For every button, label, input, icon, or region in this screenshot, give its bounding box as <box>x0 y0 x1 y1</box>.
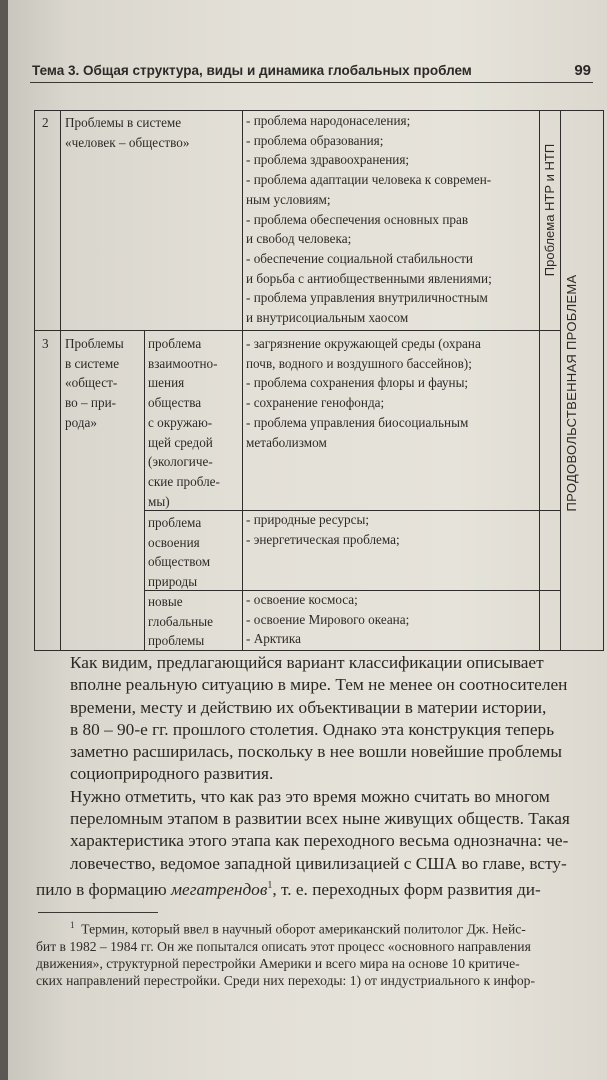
text-line: в 80 – 90-е гг. прошлого столетия. Однако эта конструкция теперь <box>70 719 555 739</box>
cell-line: «человек – общество» <box>65 134 190 150</box>
footnote-line: бит в 1982 – 1984 гг. Он же попытался описать этот процесс «основного направления <box>36 938 531 954</box>
cell-line: Проблемы в системе <box>65 115 182 130</box>
paragraph-2-last-line: пило в формацию мегатрендов$^1$, т. е. переходных форм развития ди- <box>36 879 541 899</box>
list-item: и борьба с антиобщественными явлениями; <box>246 270 492 286</box>
vertical-label-food-problem: ПРОДОВОЛЬСТВЕННАЯ ПРОБЛЕМА <box>564 274 579 512</box>
chapter-title: Тема 3. Общая структура, виды и динамика глобальных проблем <box>32 63 472 78</box>
cell-line: глобальные <box>148 613 213 629</box>
list-item: - проблема обеспечения основных прав <box>246 211 469 227</box>
cell-line: шения <box>148 375 185 391</box>
list-item: и свобод человека; <box>246 231 352 247</box>
list-item: - проблема сохранения флоры и фауны; <box>246 375 469 391</box>
list-item: почв, водного и воздушного бассейнов); <box>246 355 472 371</box>
footnote <box>36 917 601 989</box>
cell-line: в системе <box>65 355 120 371</box>
text-line: времени, месту и действию их объективации в материи истории, <box>70 697 547 717</box>
row-2-items <box>246 111 492 328</box>
book-page <box>8 0 607 1080</box>
list-item: метаболизмом <box>246 434 327 450</box>
footnote-marker: 1 <box>70 920 75 930</box>
list-item: - сохранение генофонда; <box>246 395 385 411</box>
list-item: - проблема адаптации человека к современ- <box>246 172 492 188</box>
sub-nature-development-items <box>246 510 400 549</box>
sub-new-problems-name <box>148 592 213 651</box>
paragraph-2 <box>36 786 601 901</box>
cell-line: освоения <box>148 534 200 550</box>
cell-line: природы <box>148 574 198 590</box>
list-item: - обеспечение социальной стабильности <box>246 250 473 266</box>
sub-ecology-items <box>246 334 481 452</box>
footnote-first-line: $^1$ Термин, который ввел в научный оборот американский политолог Дж. Нейс- <box>70 920 526 937</box>
text-line: вполне реальную ситуацию в мире. Тем не менее он соотносителен <box>70 675 568 695</box>
sub-new-problems-items <box>246 590 409 649</box>
cell-line: взаимоотно- <box>148 355 218 371</box>
footnote-line: ских направлений перестройки. Среди них переходы: 1) от индустриального к инфор- <box>36 972 535 988</box>
cell-line: (экологиче- <box>148 454 213 470</box>
classification-table <box>34 110 604 651</box>
cell-line: ские пробле- <box>148 473 220 489</box>
list-item: - проблема управления внутриличностным <box>246 290 488 306</box>
list-item: и внутрисоциальным хаосом <box>246 310 409 326</box>
page-number: 99 <box>574 62 591 79</box>
cell-line: во – при- <box>65 395 117 411</box>
text-line: заметно расширилась, поскольку в нее вошли новейшие проблемы <box>70 742 563 762</box>
text-line: социоприродного развития. <box>70 764 274 784</box>
list-item: - освоение космоса; <box>246 592 358 607</box>
list-item: - природные ресурсы; <box>246 512 370 527</box>
cell-line: обществом <box>148 554 211 570</box>
text-line: Нужно отметить, что как раз это время можно считать во многом <box>70 786 550 806</box>
cell-line: мы) <box>148 493 170 509</box>
cell-line: щей средой <box>148 434 213 450</box>
running-header <box>30 58 593 83</box>
list-item: - освоение Мирового океана; <box>246 611 410 627</box>
row-3-name <box>65 334 124 433</box>
cell-line: «общест- <box>65 375 118 391</box>
cell-line: проблема <box>148 336 202 351</box>
text-line: Как видим, предлагающийся вариант классификации описывает <box>70 653 544 672</box>
list-item: - проблема народонаселения; <box>246 113 411 128</box>
row-2-name <box>65 113 189 152</box>
text-line: ловечество, ведомое западной цивилизацией с США во главе, всту- <box>70 853 567 873</box>
list-item: - проблема образования; <box>246 132 384 148</box>
cell-line: проблема <box>148 515 202 530</box>
sub-nature-development-name <box>148 513 210 592</box>
cell-line: проблемы <box>148 633 205 649</box>
footnote-divider <box>38 912 158 913</box>
row-2-number: 2 <box>42 115 49 130</box>
sub-ecology-name <box>148 334 220 511</box>
cell-line: Проблемы <box>65 336 124 351</box>
main-text <box>36 652 601 901</box>
list-item: - проблема управления биосоциальным <box>246 414 469 430</box>
footnote-lines <box>36 938 601 989</box>
list-item: - загрязнение окружающей среды (охрана <box>246 336 481 351</box>
cell-line: рода» <box>65 414 97 430</box>
list-item: - Арктика <box>246 631 301 647</box>
row-3-number: 3 <box>42 336 49 351</box>
footnote-ref[interactable]: 1 <box>267 879 273 891</box>
text-line: характеристика этого этапа как переходного весьма однозначна: че- <box>70 831 569 851</box>
cell-line: с окружаю- <box>148 414 213 430</box>
list-item: - энергетическая проблема; <box>246 531 400 547</box>
cell-line: общества <box>148 395 202 411</box>
list-item: - проблема здравоохранения; <box>246 152 410 168</box>
term-megatrends: мегатрендов <box>171 879 268 899</box>
footnote-line: движения», структурной перестройки Америки и всего мира на основе 10 критиче- <box>36 955 520 971</box>
paragraph-1 <box>36 652 601 786</box>
cell-line: новые <box>148 594 183 609</box>
text-line: переломным этапом в развитии всех ныне живущих обществ. Такая <box>70 809 570 829</box>
list-item: ным условиям; <box>246 191 331 207</box>
vertical-label-ntr-ntp: Проблема НТР и НТП <box>542 143 557 277</box>
